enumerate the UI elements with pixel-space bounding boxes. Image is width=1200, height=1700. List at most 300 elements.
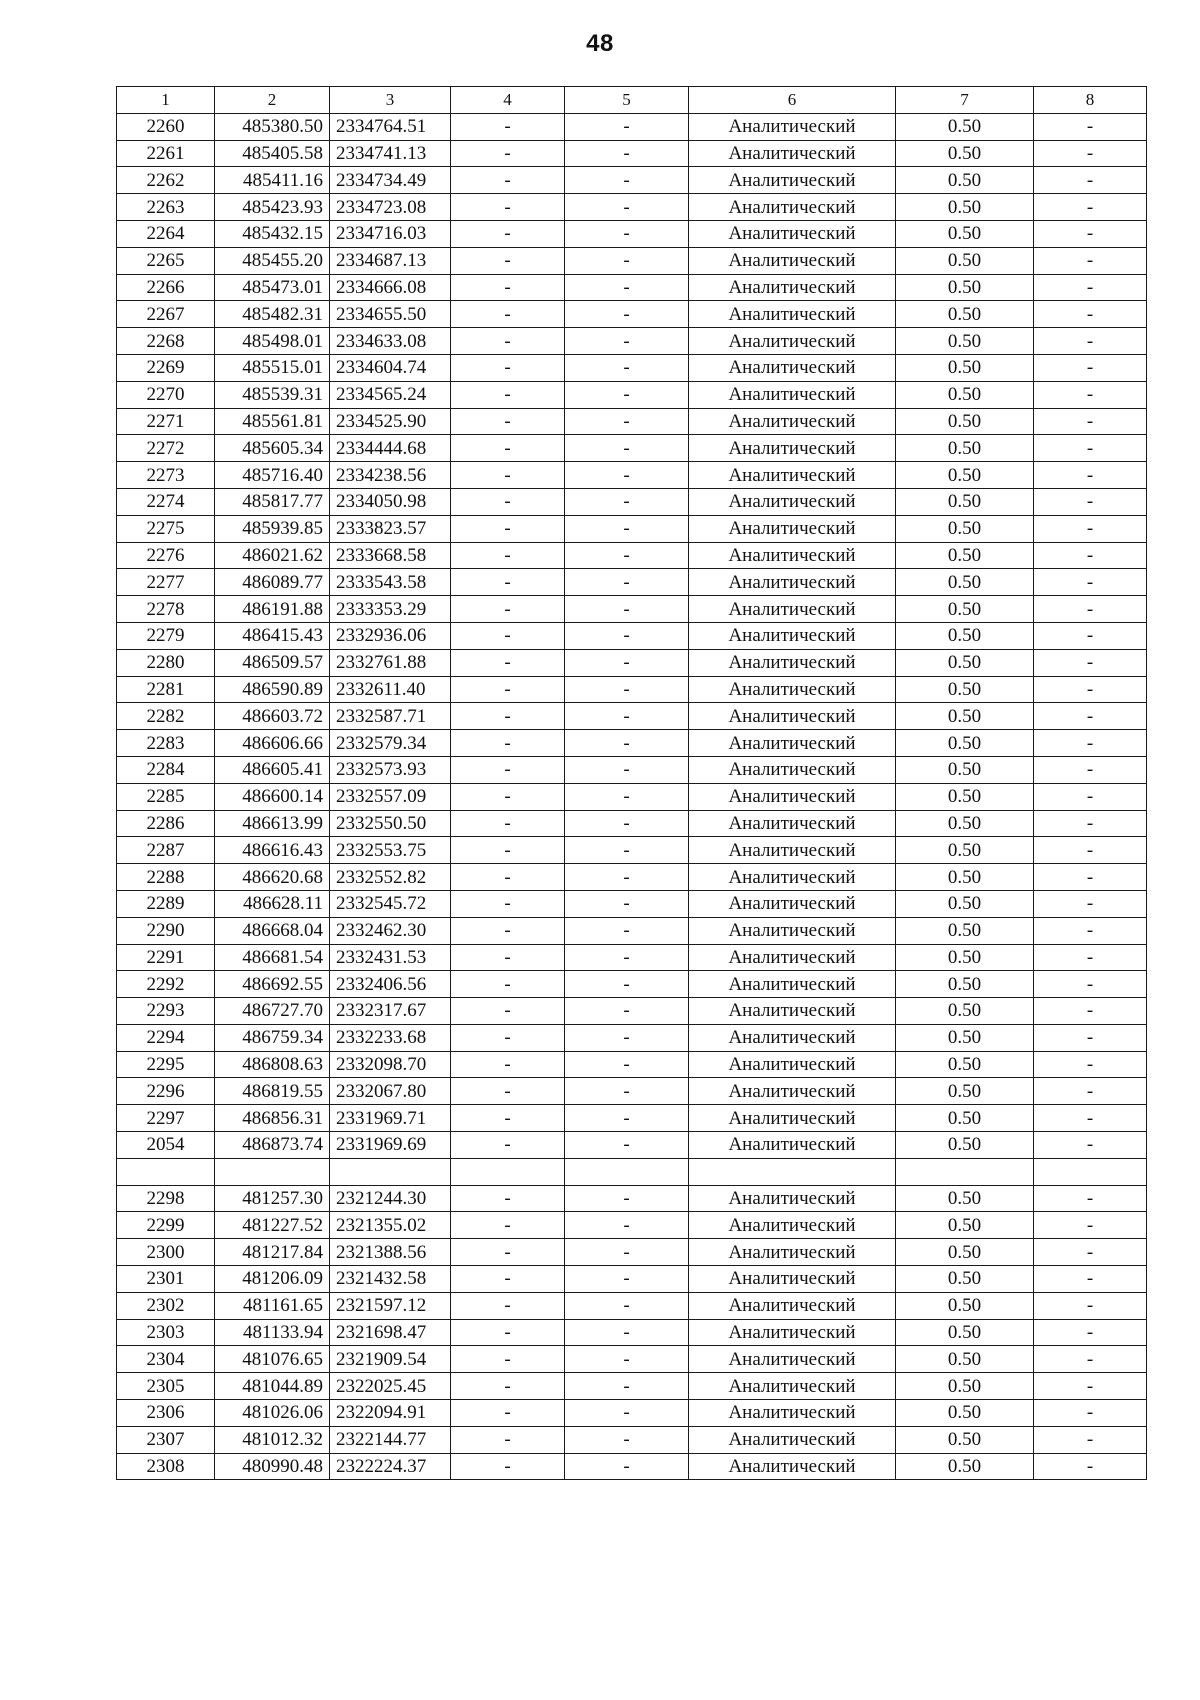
point-number-cell: 2281: [117, 676, 215, 703]
y-coordinate-cell: 2332552.82: [330, 864, 451, 891]
table-row: [117, 917, 1147, 944]
method-cell: Аналитический: [689, 1426, 896, 1453]
column-4-cell: -: [451, 408, 565, 435]
accuracy-cell: 0.50: [896, 810, 1034, 837]
method-cell: Аналитический: [689, 783, 896, 810]
accuracy-cell: 0.50: [896, 488, 1034, 515]
x-coordinate-cell: 485939.85: [215, 515, 330, 542]
y-coordinate-cell: 2332611.40: [330, 676, 451, 703]
point-number-cell: 2269: [117, 354, 215, 381]
column-header: 1: [117, 87, 215, 114]
x-coordinate-cell: 485561.81: [215, 408, 330, 435]
point-number-cell: 2298: [117, 1185, 215, 1212]
x-coordinate-cell: 485432.15: [215, 220, 330, 247]
column-8-cell: -: [1034, 220, 1147, 247]
column-header: 5: [565, 87, 689, 114]
column-8-cell: -: [1034, 1239, 1147, 1266]
y-coordinate-cell: 2334604.74: [330, 354, 451, 381]
y-coordinate-cell: 2321244.30: [330, 1185, 451, 1212]
accuracy-cell: 0.50: [896, 890, 1034, 917]
y-coordinate-cell: 2321355.02: [330, 1212, 451, 1239]
column-8-cell: -: [1034, 649, 1147, 676]
y-coordinate-cell: 2322025.45: [330, 1373, 451, 1400]
accuracy-cell: 0.50: [896, 247, 1034, 274]
column-4-cell: -: [451, 1078, 565, 1105]
column-header: 7: [896, 87, 1034, 114]
table-row: [117, 783, 1147, 810]
y-coordinate-cell: 2332557.09: [330, 783, 451, 810]
method-cell: Аналитический: [689, 1212, 896, 1239]
column-8-cell: -: [1034, 864, 1147, 891]
table-row: [117, 649, 1147, 676]
accuracy-cell: 0.50: [896, 220, 1034, 247]
x-coordinate-cell: 486613.99: [215, 810, 330, 837]
column-header: 4: [451, 87, 565, 114]
column-8-cell: -: [1034, 756, 1147, 783]
point-number-cell: 2308: [117, 1453, 215, 1480]
table-row: [117, 756, 1147, 783]
table-row: [117, 622, 1147, 649]
y-coordinate-cell: 2321432.58: [330, 1266, 451, 1293]
column-8-cell: -: [1034, 515, 1147, 542]
y-coordinate-cell: 2332573.93: [330, 756, 451, 783]
table-row: [117, 140, 1147, 167]
accuracy-cell: 0.50: [896, 998, 1034, 1025]
x-coordinate-cell: 481012.32: [215, 1426, 330, 1453]
x-coordinate-cell: 486628.11: [215, 890, 330, 917]
table-row: [117, 703, 1147, 730]
x-coordinate-cell: 486808.63: [215, 1051, 330, 1078]
y-coordinate-cell: 2321388.56: [330, 1239, 451, 1266]
column-8-cell: -: [1034, 1400, 1147, 1427]
y-coordinate-cell: 2332233.68: [330, 1024, 451, 1051]
column-4-cell: -: [451, 837, 565, 864]
accuracy-cell: 0.50: [896, 649, 1034, 676]
column-4-cell: -: [451, 1132, 565, 1159]
column-5-cell: -: [565, 194, 689, 221]
column-8-cell: -: [1034, 381, 1147, 408]
column-4-cell: -: [451, 1453, 565, 1480]
method-cell: Аналитический: [689, 274, 896, 301]
column-4-cell: -: [451, 328, 565, 355]
x-coordinate-cell: 486415.43: [215, 622, 330, 649]
column-8-cell: -: [1034, 1078, 1147, 1105]
accuracy-cell: 0.50: [896, 328, 1034, 355]
x-coordinate-cell: 485455.20: [215, 247, 330, 274]
table-row: [117, 113, 1147, 140]
x-coordinate-cell: 485482.31: [215, 301, 330, 328]
column-5-cell: -: [565, 756, 689, 783]
column-8-cell: -: [1034, 569, 1147, 596]
column-4-cell: -: [451, 649, 565, 676]
column-8-cell: -: [1034, 890, 1147, 917]
x-coordinate-cell: 481026.06: [215, 1400, 330, 1427]
column-5-cell: -: [565, 1051, 689, 1078]
table-row: [117, 435, 1147, 462]
column-4-cell: -: [451, 569, 565, 596]
column-4-cell: -: [451, 381, 565, 408]
column-5-cell: -: [565, 1105, 689, 1132]
column-5-cell: -: [565, 1185, 689, 1212]
accuracy-cell: 0.50: [896, 1078, 1034, 1105]
y-coordinate-cell: 2333353.29: [330, 596, 451, 623]
y-coordinate-cell: 2334238.56: [330, 462, 451, 489]
y-coordinate-cell: 2322224.37: [330, 1453, 451, 1480]
column-5-cell: -: [565, 1346, 689, 1373]
y-coordinate-cell: 2334050.98: [330, 488, 451, 515]
table-row: [117, 1078, 1147, 1105]
method-cell: Аналитический: [689, 488, 896, 515]
column-5-cell: -: [565, 837, 689, 864]
method-cell: Аналитический: [689, 917, 896, 944]
column-4-cell: -: [451, 113, 565, 140]
method-cell: Аналитический: [689, 837, 896, 864]
y-coordinate-cell: 2334525.90: [330, 408, 451, 435]
table-row: [117, 1266, 1147, 1293]
accuracy-cell: 0.50: [896, 1024, 1034, 1051]
accuracy-cell: 0.50: [896, 1105, 1034, 1132]
method-cell: Аналитический: [689, 756, 896, 783]
table-row: [117, 944, 1147, 971]
column-8-cell: -: [1034, 542, 1147, 569]
method-cell: Аналитический: [689, 1051, 896, 1078]
column-8-cell: -: [1034, 1292, 1147, 1319]
column-5-cell: -: [565, 569, 689, 596]
y-coordinate-cell: 2334565.24: [330, 381, 451, 408]
x-coordinate-cell: 486600.14: [215, 783, 330, 810]
column-5-cell: -: [565, 113, 689, 140]
method-cell: Аналитический: [689, 1024, 896, 1051]
x-coordinate-cell: 486620.68: [215, 864, 330, 891]
column-5-cell: -: [565, 274, 689, 301]
column-8-cell: -: [1034, 1373, 1147, 1400]
x-coordinate-cell: 486616.43: [215, 837, 330, 864]
point-number-cell: 2290: [117, 917, 215, 944]
table-row: [117, 837, 1147, 864]
column-5-cell: -: [565, 783, 689, 810]
point-number-cell: 2295: [117, 1051, 215, 1078]
column-8-cell: -: [1034, 944, 1147, 971]
y-coordinate-cell: 2334444.68: [330, 435, 451, 462]
column-4-cell: -: [451, 354, 565, 381]
method-cell: Аналитический: [689, 542, 896, 569]
point-number-cell: 2287: [117, 837, 215, 864]
x-coordinate-cell: 485411.16: [215, 167, 330, 194]
y-coordinate-cell: 2332579.34: [330, 730, 451, 757]
method-cell: Аналитический: [689, 462, 896, 489]
method-cell: Аналитический: [689, 220, 896, 247]
accuracy-cell: 0.50: [896, 864, 1034, 891]
x-coordinate-cell: 480990.48: [215, 1453, 330, 1480]
x-coordinate-cell: 486605.41: [215, 756, 330, 783]
column-5-cell: -: [565, 649, 689, 676]
method-cell: Аналитический: [689, 569, 896, 596]
table-row: [117, 1024, 1147, 1051]
method-cell: Аналитический: [689, 890, 896, 917]
x-coordinate-cell: 486590.89: [215, 676, 330, 703]
table-row: [117, 167, 1147, 194]
method-cell: Аналитический: [689, 676, 896, 703]
x-coordinate-cell: 485539.31: [215, 381, 330, 408]
point-number-cell: 2264: [117, 220, 215, 247]
column-5-cell: -: [565, 1212, 689, 1239]
y-coordinate-cell: 2333668.58: [330, 542, 451, 569]
y-coordinate-cell: 2322094.91: [330, 1400, 451, 1427]
table-row: [117, 676, 1147, 703]
column-4-cell: -: [451, 488, 565, 515]
column-4-cell: -: [451, 676, 565, 703]
x-coordinate-cell: 486021.62: [215, 542, 330, 569]
accuracy-cell: 0.50: [896, 917, 1034, 944]
accuracy-cell: 0.50: [896, 1400, 1034, 1427]
point-number-cell: 2279: [117, 622, 215, 649]
column-4-cell: -: [451, 596, 565, 623]
method-cell: Аналитический: [689, 864, 896, 891]
accuracy-cell: 0.50: [896, 1185, 1034, 1212]
point-number-cell: 2307: [117, 1426, 215, 1453]
y-coordinate-cell: 2333823.57: [330, 515, 451, 542]
accuracy-cell: 0.50: [896, 1266, 1034, 1293]
method-cell: Аналитический: [689, 328, 896, 355]
column-8-cell: -: [1034, 301, 1147, 328]
column-8-cell: -: [1034, 194, 1147, 221]
x-coordinate-cell: 481217.84: [215, 1239, 330, 1266]
column-8-cell: -: [1034, 1319, 1147, 1346]
accuracy-cell: 0.50: [896, 676, 1034, 703]
accuracy-cell: 0.50: [896, 596, 1034, 623]
accuracy-cell: 0.50: [896, 515, 1034, 542]
table-row: [117, 1292, 1147, 1319]
column-8-cell: -: [1034, 113, 1147, 140]
x-coordinate-cell: 481257.30: [215, 1185, 330, 1212]
column-4-cell: -: [451, 783, 565, 810]
column-8-cell: -: [1034, 274, 1147, 301]
method-cell: Аналитический: [689, 381, 896, 408]
x-coordinate-cell: 481227.52: [215, 1212, 330, 1239]
point-number-cell: 2300: [117, 1239, 215, 1266]
x-coordinate-cell: 485423.93: [215, 194, 330, 221]
accuracy-cell: 0.50: [896, 1132, 1034, 1159]
accuracy-cell: 0.50: [896, 756, 1034, 783]
column-5-cell: -: [565, 167, 689, 194]
point-number-cell: 2282: [117, 703, 215, 730]
point-number-cell: 2265: [117, 247, 215, 274]
accuracy-cell: 0.50: [896, 1212, 1034, 1239]
accuracy-cell: 0.50: [896, 301, 1034, 328]
y-coordinate-cell: 2322144.77: [330, 1426, 451, 1453]
table-row: [117, 274, 1147, 301]
column-4-cell: -: [451, 1024, 565, 1051]
x-coordinate-cell: 485515.01: [215, 354, 330, 381]
column-4-cell: -: [451, 998, 565, 1025]
method-cell: Аналитический: [689, 649, 896, 676]
accuracy-cell: 0.50: [896, 462, 1034, 489]
x-coordinate-cell: 486873.74: [215, 1132, 330, 1159]
method-cell: Аналитический: [689, 435, 896, 462]
column-8-cell: -: [1034, 1426, 1147, 1453]
column-8-cell: -: [1034, 435, 1147, 462]
column-8-cell: -: [1034, 1266, 1147, 1293]
accuracy-cell: 0.50: [896, 1453, 1034, 1480]
column-5-cell: -: [565, 462, 689, 489]
table-row: [117, 1319, 1147, 1346]
table-row: [117, 354, 1147, 381]
x-coordinate-cell: 486819.55: [215, 1078, 330, 1105]
point-number-cell: 2292: [117, 971, 215, 998]
x-coordinate-cell: 486681.54: [215, 944, 330, 971]
accuracy-cell: 0.50: [896, 167, 1034, 194]
column-8-cell: -: [1034, 140, 1147, 167]
table-row: [117, 569, 1147, 596]
column-4-cell: -: [451, 1400, 565, 1427]
table-row: [117, 1132, 1147, 1159]
column-5-cell: -: [565, 1024, 689, 1051]
table-row: [117, 864, 1147, 891]
x-coordinate-cell: 485605.34: [215, 435, 330, 462]
accuracy-cell: 0.50: [896, 113, 1034, 140]
y-coordinate-cell: 2332406.56: [330, 971, 451, 998]
column-4-cell: -: [451, 301, 565, 328]
x-coordinate-cell: 486603.72: [215, 703, 330, 730]
column-5-cell: -: [565, 1400, 689, 1427]
column-8-cell: [1034, 1158, 1147, 1185]
x-coordinate-cell: 481044.89: [215, 1373, 330, 1400]
column-4-cell: -: [451, 1239, 565, 1266]
y-coordinate-cell: 2321597.12: [330, 1292, 451, 1319]
method-cell: Аналитический: [689, 515, 896, 542]
method-cell: Аналитический: [689, 1239, 896, 1266]
column-5-cell: -: [565, 328, 689, 355]
column-5-cell: -: [565, 1373, 689, 1400]
method-cell: Аналитический: [689, 1292, 896, 1319]
table-row: [117, 1158, 1147, 1185]
column-5-cell: -: [565, 1078, 689, 1105]
column-8-cell: -: [1034, 596, 1147, 623]
table-body: [117, 87, 1147, 1480]
column-5-cell: -: [565, 140, 689, 167]
point-number-cell: 2305: [117, 1373, 215, 1400]
column-5-cell: -: [565, 622, 689, 649]
column-8-cell: -: [1034, 622, 1147, 649]
x-coordinate-cell: 481161.65: [215, 1292, 330, 1319]
column-4-cell: -: [451, 864, 565, 891]
method-cell: Аналитический: [689, 140, 896, 167]
y-coordinate-cell: 2332067.80: [330, 1078, 451, 1105]
table-row: [117, 488, 1147, 515]
column-4-cell: -: [451, 515, 565, 542]
x-coordinate-cell: 481076.65: [215, 1346, 330, 1373]
x-coordinate-cell: 486759.34: [215, 1024, 330, 1051]
column-8-cell: -: [1034, 1051, 1147, 1078]
point-number-cell: 2274: [117, 488, 215, 515]
method-cell: Аналитический: [689, 1319, 896, 1346]
column-8-cell: -: [1034, 167, 1147, 194]
column-8-cell: -: [1034, 328, 1147, 355]
point-number-cell: 2268: [117, 328, 215, 355]
accuracy-cell: 0.50: [896, 1239, 1034, 1266]
accuracy-cell: 0.50: [896, 542, 1034, 569]
column-8-cell: -: [1034, 837, 1147, 864]
method-cell: Аналитический: [689, 971, 896, 998]
method-cell: Аналитический: [689, 622, 896, 649]
y-coordinate-cell: 2332550.50: [330, 810, 451, 837]
point-number-cell: 2266: [117, 274, 215, 301]
point-number-cell: 2285: [117, 783, 215, 810]
x-coordinate-cell: 481133.94: [215, 1319, 330, 1346]
column-5-cell: -: [565, 542, 689, 569]
x-coordinate-cell: 486727.70: [215, 998, 330, 1025]
accuracy-cell: 0.50: [896, 703, 1034, 730]
accuracy-cell: 0.50: [896, 381, 1034, 408]
column-header: 6: [689, 87, 896, 114]
point-number-cell: 2304: [117, 1346, 215, 1373]
coordinates-table: [116, 86, 1147, 1480]
column-4-cell: -: [451, 810, 565, 837]
column-8-cell: -: [1034, 408, 1147, 435]
y-coordinate-cell: 2332761.88: [330, 649, 451, 676]
table-row: [117, 890, 1147, 917]
column-5-cell: -: [565, 917, 689, 944]
column-5-cell: -: [565, 1319, 689, 1346]
point-number-cell: 2303: [117, 1319, 215, 1346]
column-8-cell: -: [1034, 1132, 1147, 1159]
point-number-cell: 2284: [117, 756, 215, 783]
column-4-cell: -: [451, 167, 565, 194]
column-4-cell: -: [451, 971, 565, 998]
point-number-cell: 2293: [117, 998, 215, 1025]
x-coordinate-cell: 486692.55: [215, 971, 330, 998]
column-5-cell: -: [565, 944, 689, 971]
y-coordinate-cell: 2331969.71: [330, 1105, 451, 1132]
accuracy-cell: 0.50: [896, 435, 1034, 462]
column-5-cell: -: [565, 381, 689, 408]
column-8-cell: -: [1034, 1453, 1147, 1480]
method-cell: Аналитический: [689, 1132, 896, 1159]
column-8-cell: -: [1034, 703, 1147, 730]
column-8-cell: -: [1034, 998, 1147, 1025]
column-8-cell: -: [1034, 810, 1147, 837]
column-4-cell: -: [451, 730, 565, 757]
accuracy-cell: 0.50: [896, 783, 1034, 810]
column-4-cell: -: [451, 1373, 565, 1400]
table-row: [117, 998, 1147, 1025]
method-cell: [689, 1158, 896, 1185]
point-number-cell: 2297: [117, 1105, 215, 1132]
x-coordinate-cell: 486856.31: [215, 1105, 330, 1132]
table-row: [117, 730, 1147, 757]
column-4-cell: -: [451, 1051, 565, 1078]
x-coordinate-cell: 485498.01: [215, 328, 330, 355]
method-cell: Аналитический: [689, 944, 896, 971]
accuracy-cell: 0.50: [896, 622, 1034, 649]
method-cell: Аналитический: [689, 1078, 896, 1105]
method-cell: Аналитический: [689, 301, 896, 328]
column-4-cell: -: [451, 1185, 565, 1212]
point-number-cell: 2277: [117, 569, 215, 596]
method-cell: Аналитический: [689, 1185, 896, 1212]
accuracy-cell: 0.50: [896, 1346, 1034, 1373]
point-number-cell: 2278: [117, 596, 215, 623]
point-number-cell: 2289: [117, 890, 215, 917]
point-number-cell: 2296: [117, 1078, 215, 1105]
y-coordinate-cell: [330, 1158, 451, 1185]
point-number-cell: [117, 1158, 215, 1185]
accuracy-cell: 0.50: [896, 274, 1034, 301]
column-5-cell: -: [565, 220, 689, 247]
table-row: [117, 1051, 1147, 1078]
column-5-cell: -: [565, 676, 689, 703]
table-row: [117, 1400, 1147, 1427]
